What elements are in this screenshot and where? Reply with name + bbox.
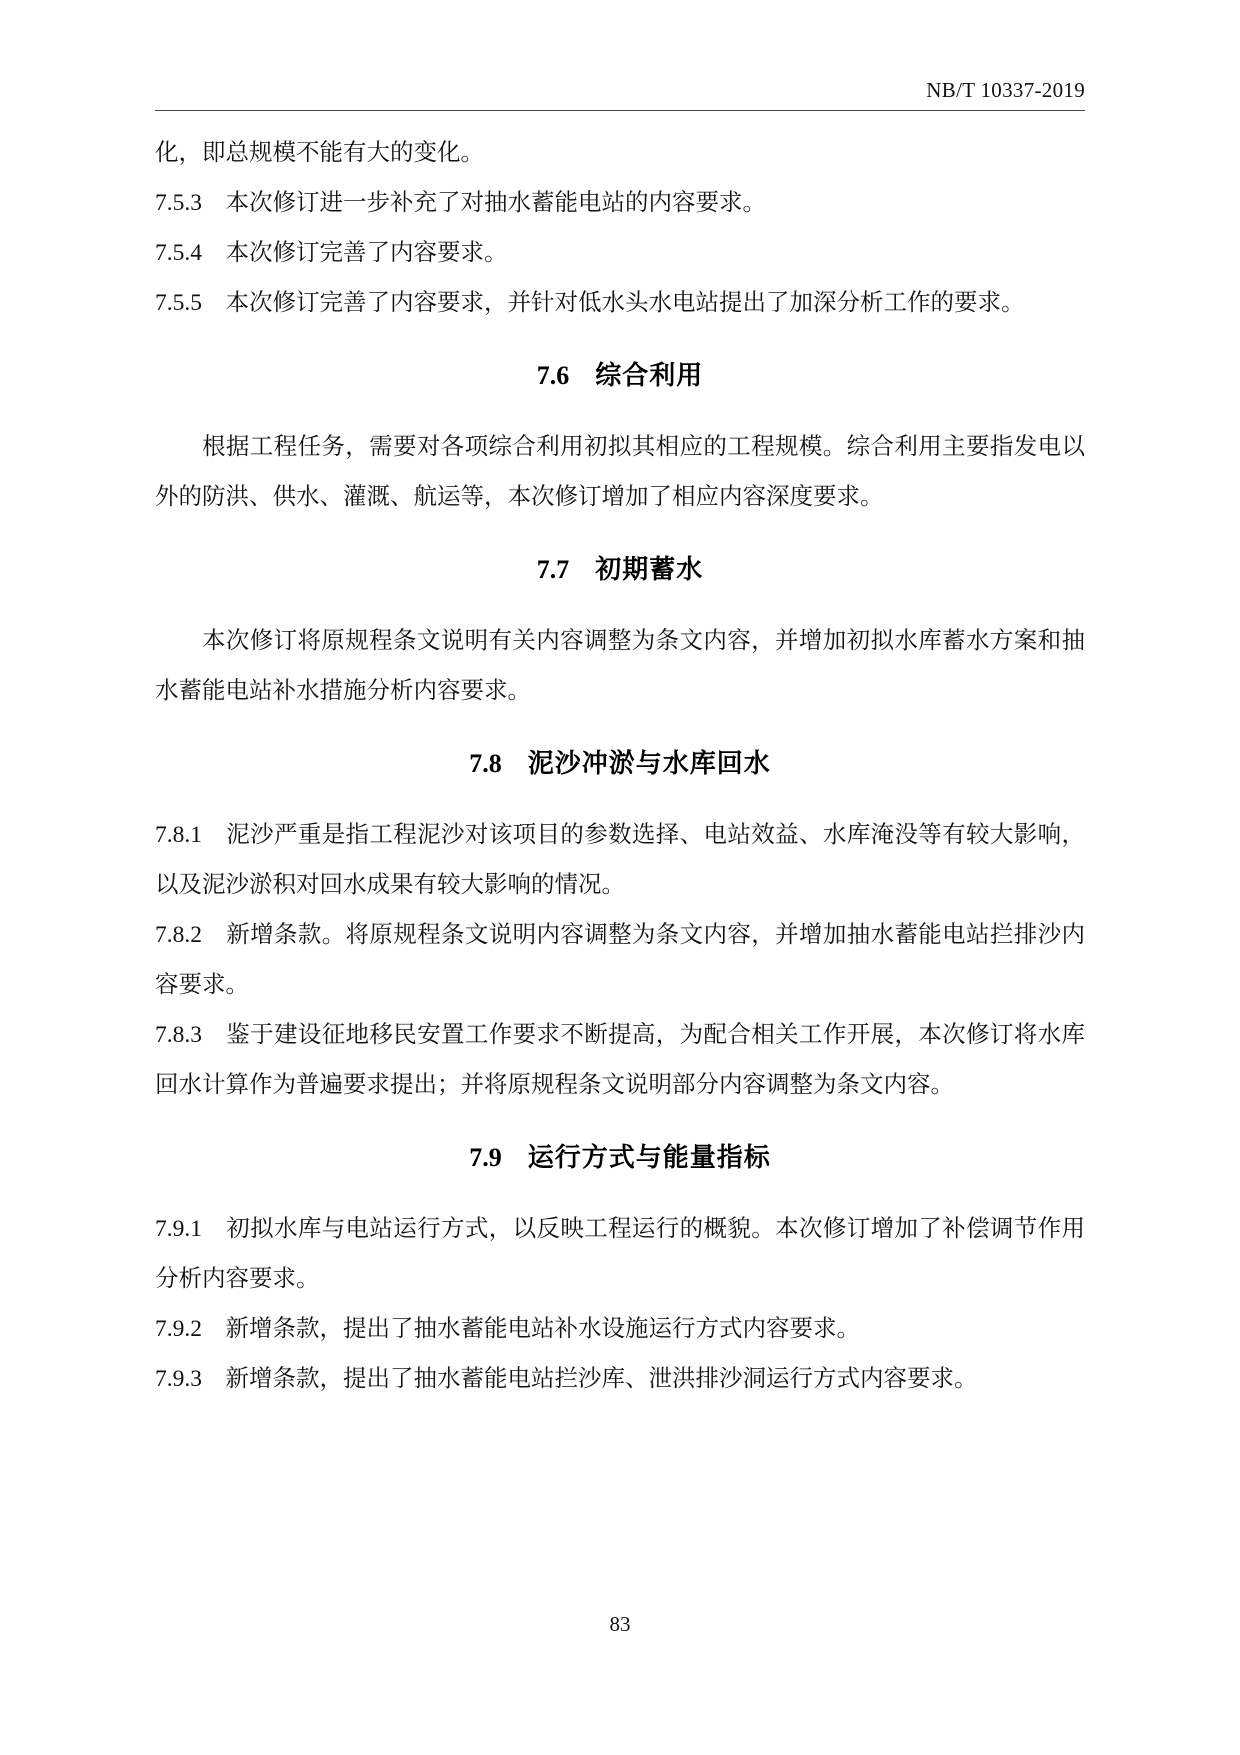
clause-7-9-2: 7.9.2 新增条款，提出了抽水蓄能电站补水设施运行方式内容要求。 xyxy=(155,1316,860,1342)
section-number-7-7: 7.7 xyxy=(536,555,570,584)
page-content xyxy=(155,128,1085,1404)
section-heading-7-6-block xyxy=(155,328,1085,422)
standard-code: NB/T 10337-2019 xyxy=(926,78,1085,102)
section-title-7-8: 泥沙冲淤与水库回水 xyxy=(527,749,771,779)
clause-7-8-3: 7.8.3 鉴于建设征地移民安置工作要求不断提高，为配合相关工作开展，本次修订将水库回水计算作为普遍要求提出；并将原规程条文说明部分内容调整为条文内容。 xyxy=(155,1022,1085,1098)
page-number: 83 xyxy=(609,1612,631,1636)
section-heading-7-9-block xyxy=(155,1110,1085,1204)
section-heading-7-9 xyxy=(155,1132,1085,1184)
section-heading-7-7-block xyxy=(155,522,1085,616)
section-number-7-6: 7.6 xyxy=(536,361,570,390)
paragraph-7-6: 根据工程任务，需要对各项综合利用初拟其相应的工程规模。综合利用主要指发电以外的防洪、供水、灌溉、航运等，本次修订增加了相应内容深度要求。 xyxy=(155,434,1085,510)
clause-7-5-4: 7.5.4 本次修订完善了内容要求。 xyxy=(155,240,508,266)
clause-7-8-1: 7.8.1 泥沙严重是指工程泥沙对该项目的参数选择、电站效益、水库淹没等有较大影响，以及泥沙淤积对回水成果有较大影响的情况。 xyxy=(155,822,1085,898)
clause-7-5-3: 7.5.3 本次修订进一步补充了对抽水蓄能电站的内容要求。 xyxy=(155,190,766,216)
clause-7-9-1: 7.9.1 初拟水库与电站运行方式，以反映工程运行的概貌。本次修订增加了补偿调节作用分析内容要求。 xyxy=(155,1216,1085,1292)
paragraph-continuation: 化，即总规模不能有大的变化。 xyxy=(155,140,484,166)
paragraph-7-7: 本次修订将原规程条文说明有关内容调整为条文内容，并增加初拟水库蓄水方案和抽水蓄能电站补水措施分析内容要求。 xyxy=(155,628,1085,704)
section-title-7-6: 综合利用 xyxy=(595,361,704,391)
clause-7-9-3: 7.9.3 新增条款，提出了抽水蓄能电站拦沙库、泄洪排沙洞运行方式内容要求。 xyxy=(155,1366,978,1392)
section-title-7-7: 初期蓄水 xyxy=(595,555,704,585)
section-heading-7-8-block xyxy=(155,716,1085,810)
section-heading-7-8 xyxy=(155,738,1085,790)
page-header xyxy=(155,78,1085,112)
section-heading-7-7 xyxy=(155,544,1085,596)
clause-7-8-2: 7.8.2 新增条款。将原规程条文说明内容调整为条文内容，并增加抽水蓄能电站拦排沙内容要求。 xyxy=(155,922,1085,998)
section-number-7-9: 7.9 xyxy=(469,1143,502,1172)
clause-7-5-5: 7.5.5 本次修订完善了内容要求，并针对低水头水电站提出了加深分析工作的要求。 xyxy=(155,290,1025,316)
section-number-7-8: 7.8 xyxy=(469,749,502,778)
header-divider xyxy=(155,110,1085,111)
section-title-7-9: 运行方式与能量指标 xyxy=(527,1143,771,1173)
section-heading-7-6 xyxy=(155,350,1085,402)
